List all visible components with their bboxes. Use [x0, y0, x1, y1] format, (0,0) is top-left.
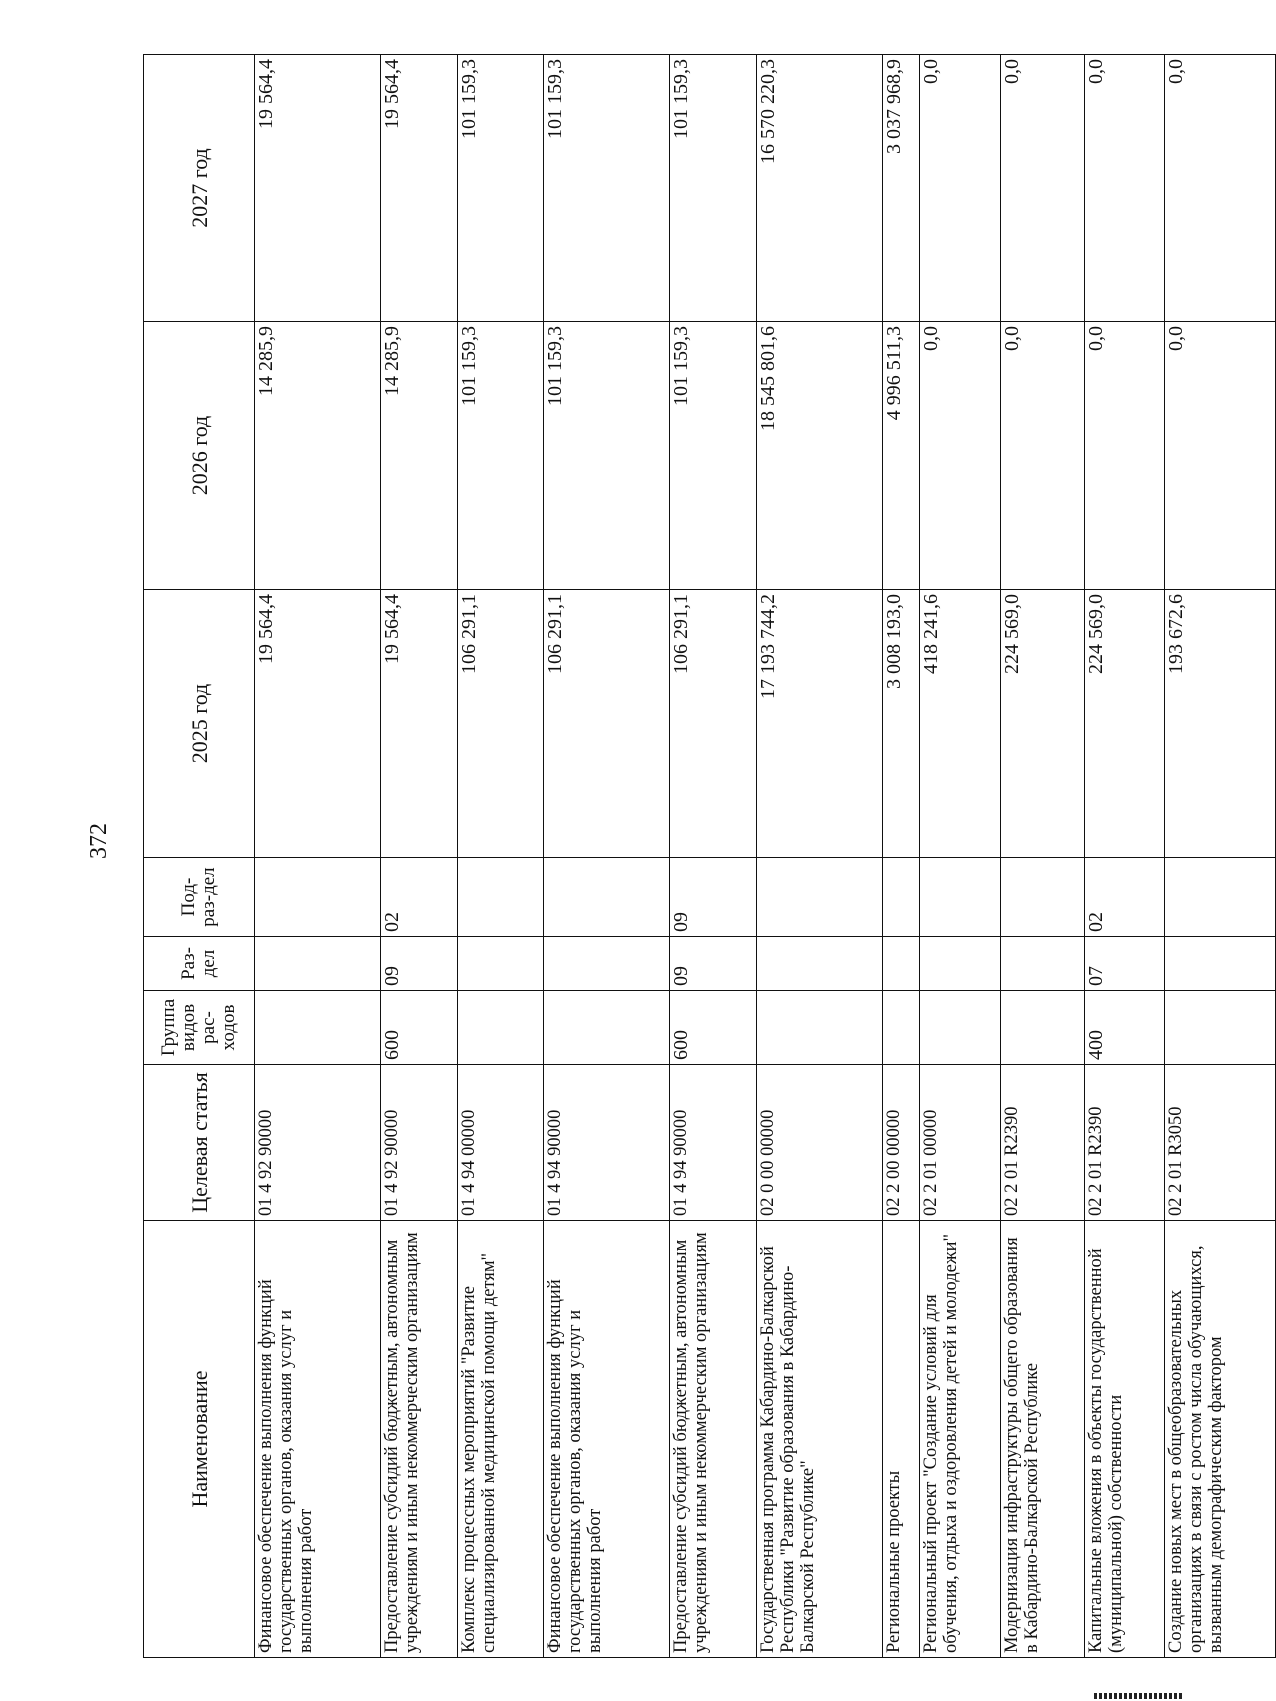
- row-subsection: [255, 858, 381, 937]
- table-header-row: [144, 55, 255, 1658]
- row-section: [756, 937, 882, 991]
- row-amount-2026: 0,0: [920, 322, 1001, 590]
- row-amount-2025: 224 569,0: [1001, 590, 1085, 858]
- row-name: Предоставление субсидий бюджетным, автономным учреждениям и иным некоммерческим организациям: [381, 1221, 458, 1658]
- row-amount-2027: 19 564,4: [381, 55, 458, 322]
- row-name: Капитальные вложения в объекты государственной (муниципальной) собственности: [1084, 1221, 1164, 1658]
- row-amount-2025: 106 291,1: [543, 590, 669, 858]
- row-amount-2027: 0,0: [920, 55, 1001, 322]
- header-section: Раз-дел: [144, 937, 255, 991]
- row-target-article: 01 4 94 00000: [458, 1065, 543, 1221]
- row-target-article: 02 0 00 00000: [756, 1065, 882, 1221]
- row-subsection: 02: [381, 858, 458, 937]
- row-section: [882, 937, 919, 991]
- header-year-2025: 2025 год: [144, 590, 255, 858]
- row-amount-2026: 0,0: [1001, 322, 1085, 590]
- row-target-article: 02 2 01 R2390: [1084, 1065, 1164, 1221]
- header-year-2027: 2027 год: [144, 55, 255, 322]
- row-expense-group: [1164, 991, 1275, 1065]
- table-row: [669, 55, 756, 1658]
- row-section: 09: [669, 937, 756, 991]
- row-amount-2025: 106 291,1: [458, 590, 543, 858]
- row-amount-2026: 0,0: [1164, 322, 1275, 590]
- row-amount-2027: 101 159,3: [669, 55, 756, 322]
- rotated-table-container: [143, 55, 1276, 1658]
- row-expense-group: 400: [1084, 991, 1164, 1065]
- header-expense-group: Группа видов рас-ходов: [144, 991, 255, 1065]
- row-expense-group: [255, 991, 381, 1065]
- row-section: [1164, 937, 1275, 991]
- row-target-article: 01 4 94 90000: [669, 1065, 756, 1221]
- header-target-article: Целевая статья: [144, 1065, 255, 1221]
- row-section: [920, 937, 1001, 991]
- row-expense-group: [756, 991, 882, 1065]
- row-subsection: [1164, 858, 1275, 937]
- row-amount-2025: 17 193 744,2: [756, 590, 882, 858]
- row-expense-group: [543, 991, 669, 1065]
- row-amount-2027: 0,0: [1084, 55, 1164, 322]
- row-section: 07: [1084, 937, 1164, 991]
- row-subsection: [882, 858, 919, 937]
- row-amount-2026: 14 285,9: [381, 322, 458, 590]
- table-row: [1084, 55, 1164, 1658]
- row-amount-2026: 18 545 801,6: [756, 322, 882, 590]
- row-name: Предоставление субсидий бюджетным, автономным учреждениям и иным некоммерческим организациям: [669, 1221, 756, 1658]
- row-target-article: 02 2 01 00000: [920, 1065, 1001, 1221]
- row-subsection: [458, 858, 543, 937]
- table-row: [920, 55, 1001, 1658]
- table-row: [882, 55, 919, 1658]
- row-target-article: 01 4 92 90000: [381, 1065, 458, 1221]
- table-row: [1001, 55, 1085, 1658]
- row-subsection: [543, 858, 669, 937]
- table-row: [756, 55, 882, 1658]
- header-year-2026: 2026 год: [144, 322, 255, 590]
- row-expense-group: [458, 991, 543, 1065]
- row-subsection: [756, 858, 882, 937]
- row-section: [458, 937, 543, 991]
- row-amount-2026: 101 159,3: [669, 322, 756, 590]
- row-amount-2027: 19 564,4: [255, 55, 381, 322]
- scan-artifact: [1094, 1693, 1184, 1699]
- row-amount-2026: 4 996 511,3: [882, 322, 919, 590]
- row-amount-2025: 224 569,0: [1084, 590, 1164, 858]
- row-amount-2027: 0,0: [1001, 55, 1085, 322]
- row-expense-group: [882, 991, 919, 1065]
- table-row: [1164, 55, 1275, 1658]
- row-amount-2027: 16 570 220,3: [756, 55, 882, 322]
- row-name: Модернизация инфраструктуры общего образования в Кабардино-Балкарской Республике: [1001, 1221, 1085, 1658]
- table-row: [255, 55, 381, 1658]
- row-target-article: 01 4 92 90000: [255, 1065, 381, 1221]
- row-subsection: [1001, 858, 1085, 937]
- row-amount-2025: 106 291,1: [669, 590, 756, 858]
- table-row: [543, 55, 669, 1658]
- row-subsection: 02: [1084, 858, 1164, 937]
- row-amount-2025: 418 241,6: [920, 590, 1001, 858]
- row-expense-group: 600: [669, 991, 756, 1065]
- row-expense-group: 600: [381, 991, 458, 1065]
- row-amount-2027: 101 159,3: [458, 55, 543, 322]
- row-name: Комплекс процессных мероприятий "Развитие специализированной медицинской помощи детям": [458, 1221, 543, 1658]
- row-target-article: 01 4 94 90000: [543, 1065, 669, 1221]
- row-name: Создание новых мест в общеобразовательных организациях в связи с ростом числа обучающихся, вызванным демографическим фактором: [1164, 1221, 1275, 1658]
- row-amount-2025: 19 564,4: [381, 590, 458, 858]
- row-amount-2026: 14 285,9: [255, 322, 381, 590]
- row-name: Финансовое обеспечение выполнения функций государственных органов, оказания услуг и выполнения работ: [543, 1221, 669, 1658]
- row-subsection: [920, 858, 1001, 937]
- row-amount-2027: 0,0: [1164, 55, 1275, 322]
- row-name: Региональный проект "Создание условий для обучения, отдыха и оздоровления детей и молодежи": [920, 1221, 1001, 1658]
- row-expense-group: [920, 991, 1001, 1065]
- page-number: 372: [86, 823, 112, 859]
- row-name: Финансовое обеспечение выполнения функций государственных органов, оказания услуг и выполнения работ: [255, 1221, 381, 1658]
- row-amount-2026: 101 159,3: [543, 322, 669, 590]
- row-section: 09: [381, 937, 458, 991]
- header-subsection: Под-раз-дел: [144, 858, 255, 937]
- table-row: [458, 55, 543, 1658]
- row-amount-2025: 193 672,6: [1164, 590, 1275, 858]
- row-name: Государственная программа Кабардино-Балкарской Республики "Развитие образования в Кабардино-Балкарской Республике": [756, 1221, 882, 1658]
- row-amount-2025: 3 008 193,0: [882, 590, 919, 858]
- row-section: [1001, 937, 1085, 991]
- row-expense-group: [1001, 991, 1085, 1065]
- row-target-article: 02 2 01 R2390: [1001, 1065, 1085, 1221]
- row-target-article: 02 2 01 R3050: [1164, 1065, 1275, 1221]
- row-amount-2026: 101 159,3: [458, 322, 543, 590]
- row-section: [255, 937, 381, 991]
- row-target-article: 02 2 00 00000: [882, 1065, 919, 1221]
- row-amount-2026: 0,0: [1084, 322, 1164, 590]
- row-amount-2025: 19 564,4: [255, 590, 381, 858]
- row-subsection: 09: [669, 858, 756, 937]
- table-row: [381, 55, 458, 1658]
- budget-table: [143, 54, 1276, 1658]
- row-name: Региональные проекты: [882, 1221, 919, 1658]
- header-name: Наименование: [144, 1221, 255, 1658]
- row-section: [543, 937, 669, 991]
- row-amount-2027: 101 159,3: [543, 55, 669, 322]
- row-amount-2027: 3 037 968,9: [882, 55, 919, 322]
